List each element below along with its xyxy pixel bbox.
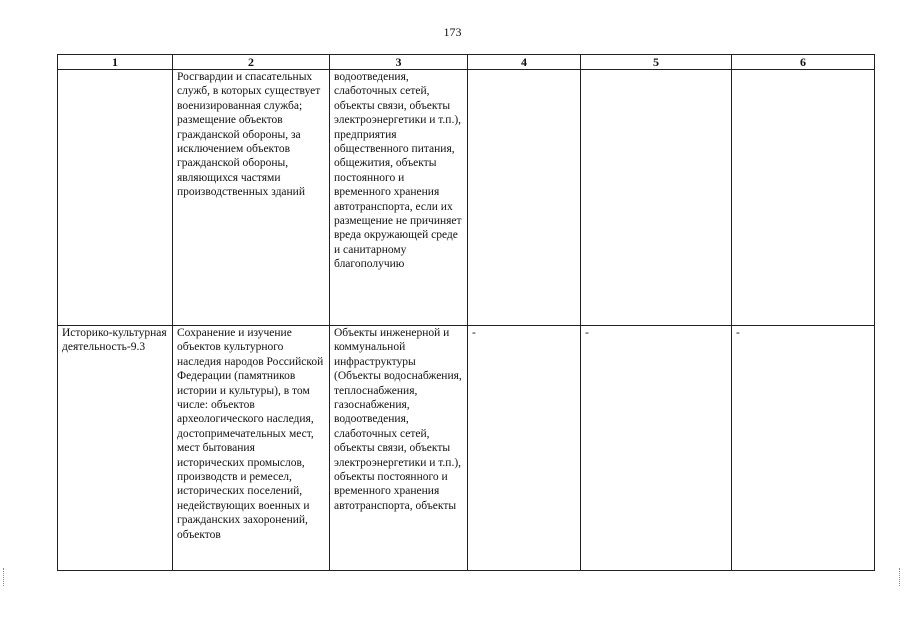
row2-col2-cell: Сохранение и изучение объектов культурного наследия народов Российской Федерации (памятников истории и культуры), в том числе: объектов археологического наследия, достопримечательных мест, мест бытования исторических промыслов, производств и ремесел, исторических поселений, недействующих военных и гражданских захоронений, объектов [173, 326, 330, 571]
row2-col4-cell: - [468, 326, 581, 571]
table-row [58, 326, 875, 571]
row2-col3-cell: Объекты инженерной и коммунальной инфраструктуры (Объекты водоснабжения, теплоснабжения, газоснабжения, водоотведения, слаботочных сетей, объекты связи, объекты электроэнергетики и т.п.), объекты постоянного и временного хранения автотранспорта, объекты [330, 326, 468, 571]
row1-col3-cell: водоотведения, слаботочных сетей, объекты связи, объекты электроэнергетики и т.п.), предприятия общественного питания, общежития, объекты постоянного и временного хранения автотранспорта, если их размещение не причиняет вреда окружающей среде и санитарному благополучию [330, 70, 468, 326]
header-cell-6: 6 [732, 55, 875, 70]
header-cell-3: 3 [330, 55, 468, 70]
table-header-row [58, 55, 875, 70]
row1-col5-cell [581, 70, 732, 326]
regulations-table [57, 54, 875, 571]
header-cell-5: 5 [581, 55, 732, 70]
page-number: 173 [443, 25, 462, 39]
table-row [58, 70, 875, 326]
row2-col5-cell: - [581, 326, 732, 571]
row1-col6-cell [732, 70, 875, 326]
row2-col1-cell: Историко-культурная деятельность-9.3 [58, 326, 173, 571]
right-scan-mark [899, 568, 901, 586]
left-scan-mark [3, 568, 5, 586]
header-cell-2: 2 [173, 55, 330, 70]
row1-col4-cell [468, 70, 581, 326]
row1-col1-cell [58, 70, 173, 326]
row1-col2-cell: Росгвардии и спасательных служб, в которых существует военизированная служба; размещение объектов гражданской обороны, за исключением объектов гражданской обороны, являющихся частями производственных зданий [173, 70, 330, 326]
header-cell-1: 1 [58, 55, 173, 70]
row2-col6-cell: - [732, 326, 875, 571]
header-cell-4: 4 [468, 55, 581, 70]
